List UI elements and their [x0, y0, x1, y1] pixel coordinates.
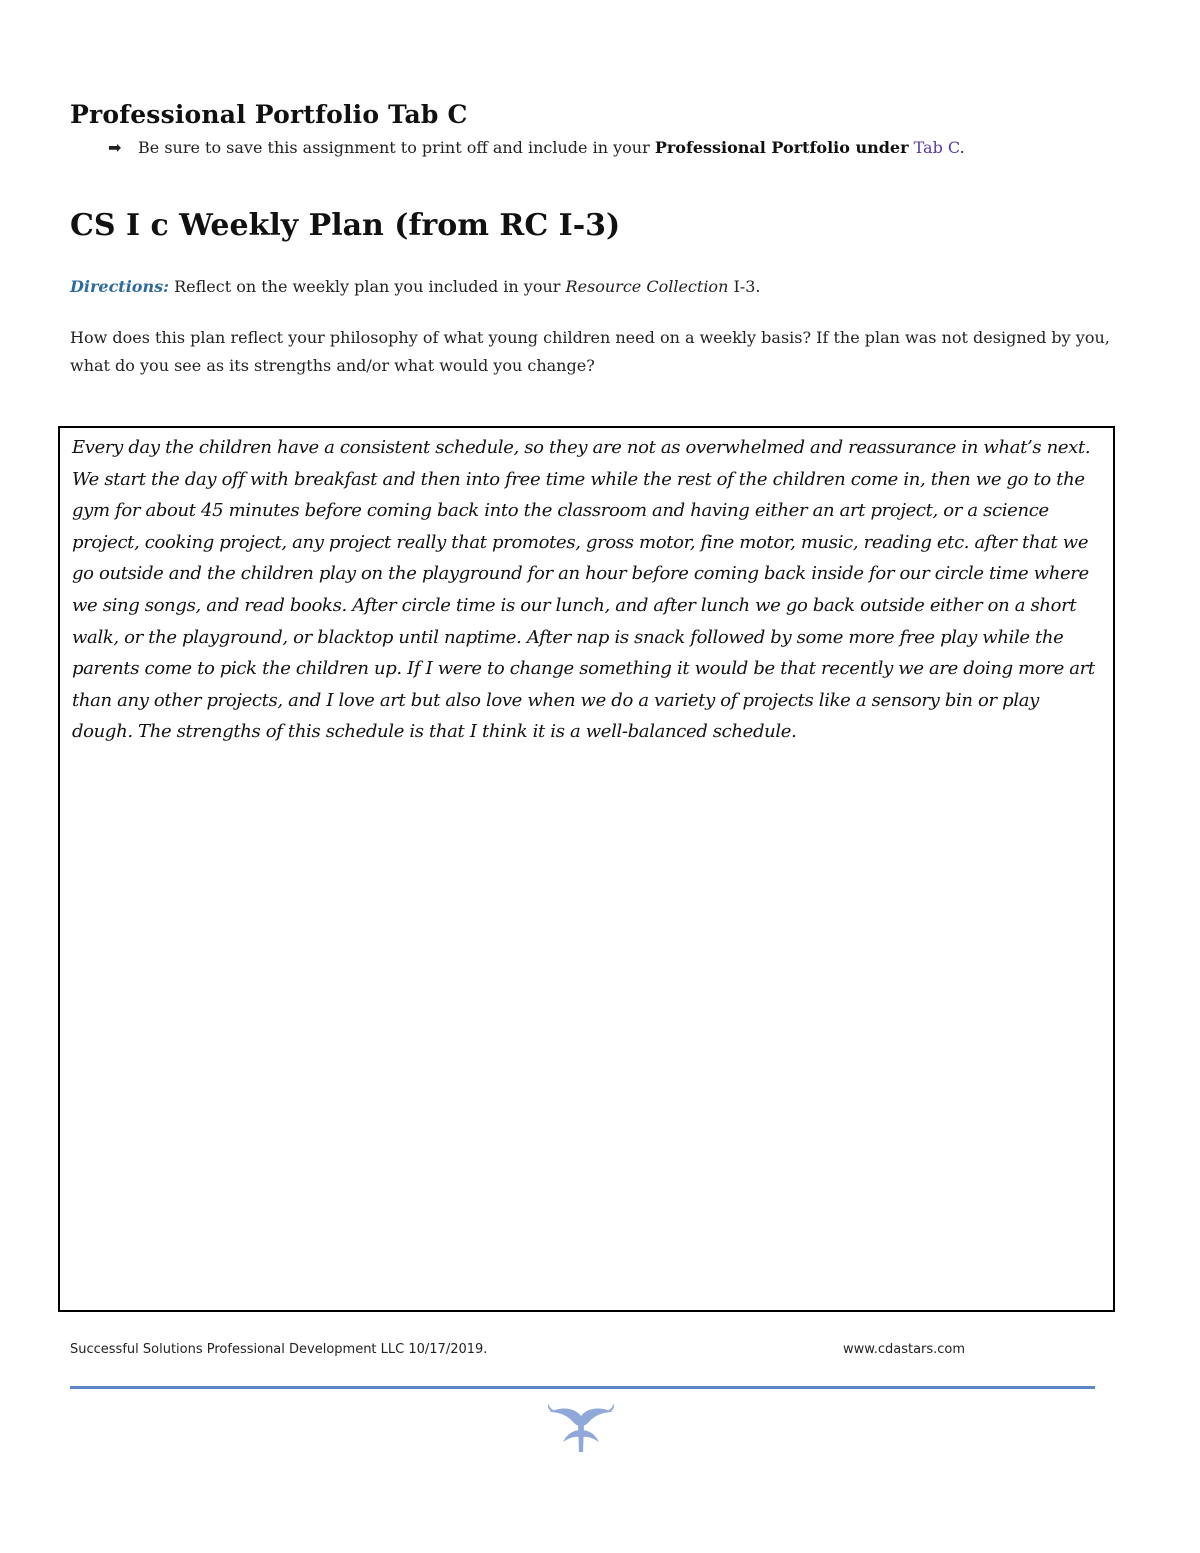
- portfolio-instruction: [108, 138, 965, 157]
- flourish-logo-icon: [545, 1402, 617, 1456]
- directions-text-end: I-3.: [728, 277, 761, 296]
- instruction-bold: Professional Portfolio under: [654, 138, 909, 157]
- instruction-text: Be sure to save this assignment to print off and include in your: [138, 138, 655, 157]
- footer-company: Successful Solutions Professional Development LLC 10/17/2019.: [70, 1342, 488, 1357]
- section-heading: CS I c Weekly Plan (from RC I-3): [70, 208, 621, 243]
- instruction-suffix: .: [959, 138, 965, 157]
- directions-text: Reflect on the weekly plan you included in your: [169, 277, 566, 296]
- instruction-tab: Tab C: [913, 138, 960, 157]
- page-title: Professional Portfolio Tab C: [70, 100, 468, 129]
- arrow-bullet-icon: ➡: [108, 138, 122, 157]
- question-prompt: How does this plan reflect your philosophy of what young children need on a weekly basis? If the plan was not designed by you, what do you see as its strengths and/or what would you change?: [70, 328, 1110, 375]
- footer-divider: [70, 1386, 1095, 1389]
- answer-box[interactable]: [58, 426, 1115, 1312]
- answer-text[interactable]: Every day the children have a consistent schedule, so they are not as overwhelmed and reassurance in what’s next. We start the day off with breakfast and then into free time while the rest of the children come in, then we go to the gym for about 45 minutes before coming back into the classroom and having either an art project, or a science project, cooking project, any project really that promotes, gross motor, fine motor, music, reading etc. after that we go outside and the children play on the playground for an hour before coming back inside for our circle time where we sing songs, and read books. After circle time is our lunch, and after lunch we go back outside either on a short walk, or the playground, or blacktop until naptime. After nap is snack followed by some more free play while the parents come to pick the children up. If I were to change something it would be that recently we are doing more art than any other projects, and I love art but also love when we do a variety of projects like a sensory bin or play dough. The strengths of this schedule is that I think it is a well-balanced schedule.: [72, 437, 1095, 743]
- directions-italic: Resource Collection: [565, 277, 729, 296]
- directions: [70, 277, 760, 296]
- directions-label: Directions:: [70, 277, 169, 296]
- footer-website[interactable]: www.cdastars.com: [843, 1342, 966, 1357]
